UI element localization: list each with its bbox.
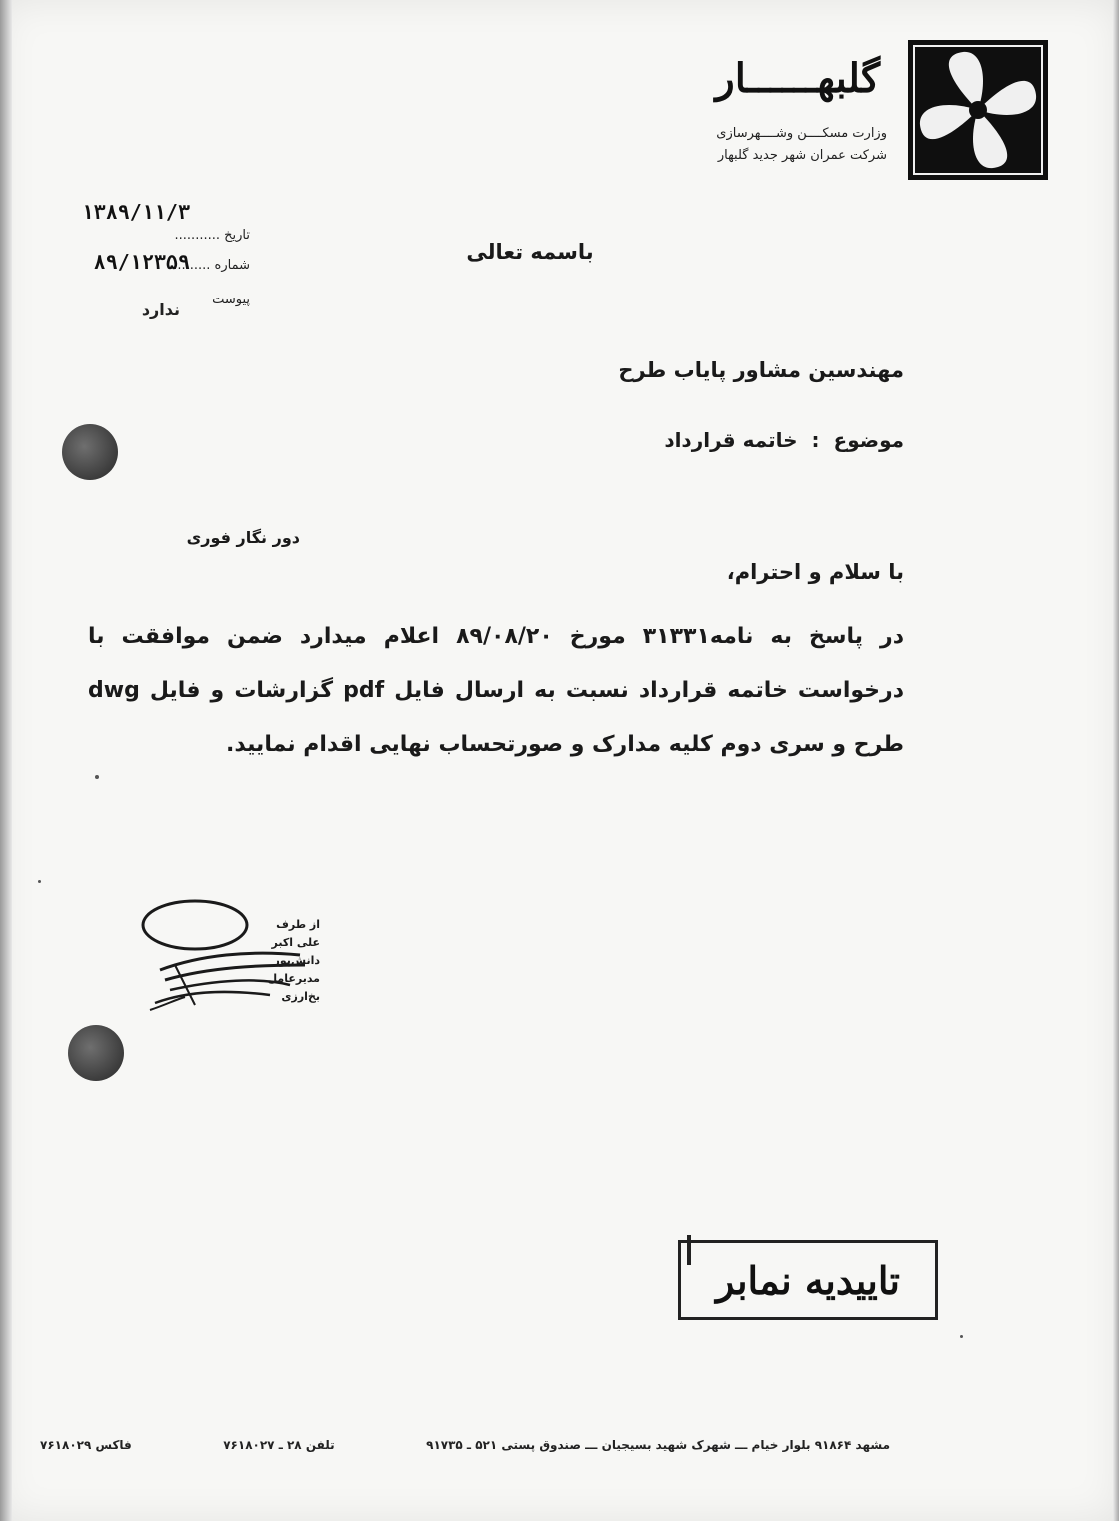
signatory-line-1: از طرف [276, 918, 320, 931]
attachment-block [60, 292, 250, 322]
fax-confirmation-stamp: تاییدیه نمابر [678, 1240, 938, 1320]
number-block [60, 248, 250, 288]
scan-speck [38, 880, 41, 883]
footer-address: مشهد ۹۱۸۶۴ بلوار خیام ـــ شهرک شهید بسیجیان ـــ صندوق پستی ۵۲۱ ـ ۹۱۷۳۵ [426, 1438, 890, 1452]
subject-label: موضوع [833, 428, 904, 452]
punch-hole-top [62, 424, 118, 480]
subject-value: خاتمه قرارداد [664, 428, 798, 452]
scan-edge-right [1113, 0, 1119, 1521]
brand-name: گلبهــــــار [715, 55, 880, 102]
punch-hole-bottom [68, 1025, 124, 1081]
date-value: ۱۳۸۹/۱۱/۳ [81, 200, 190, 224]
date-label: تاریخ ........... [174, 228, 250, 243]
scan-speck [960, 1335, 963, 1338]
attachment-value: ندارد [141, 300, 180, 319]
footer-fax: فاکس ۷۶۱۸۰۲۹ [40, 1438, 132, 1452]
ministry-line: وزارت مسکــــن وشــــهرسازی [716, 126, 887, 141]
footer-phone: تلفن ۲۸ ـ ۷۶۱۸۰۲۷ [223, 1438, 335, 1452]
signatory-title: مدیرعامل [267, 972, 320, 985]
signatory-line-4: بخ‌ارزی [281, 990, 320, 1003]
golbahar-logo-icon [908, 40, 1048, 180]
greeting: با سلام و احترام، [726, 560, 904, 584]
scan-edge-left [0, 0, 12, 1521]
signatory-name: علی اکبر دانش‌پور [271, 936, 320, 967]
signatory-block [230, 916, 320, 1006]
company-line: شرکت عمران شهر جدید گلبهار [717, 148, 887, 163]
fax-note: دور نگار فوری [186, 528, 300, 547]
scan-speck [95, 775, 99, 779]
recipient: مهندسین مشاور پایاب طرح [618, 358, 904, 382]
footer-contact [40, 1438, 890, 1452]
number-value: ۸۹/۱۲۳۵۹ [93, 250, 190, 274]
attachment-label: پیوست [212, 292, 250, 307]
letter-heading: باسمه تعالی [466, 240, 594, 264]
subject-separator: : [811, 428, 820, 452]
number-label: شماره .......... [169, 258, 250, 273]
subject-line [664, 428, 904, 452]
date-block [60, 200, 250, 250]
letter-body: در پاسخ به نامه۳۱۳۳۱ مورخ ۸۹/۰۸/۲۰ اعلام میدارد ضمن موافقت با درخواست خاتمه قرارداد نسبت به ارسال فایل pdf گزارشات و فایل dwg طرح و سری دوم کلیه مدارک و صورتحساب نهایی اقدام نمایید. [88, 624, 905, 757]
